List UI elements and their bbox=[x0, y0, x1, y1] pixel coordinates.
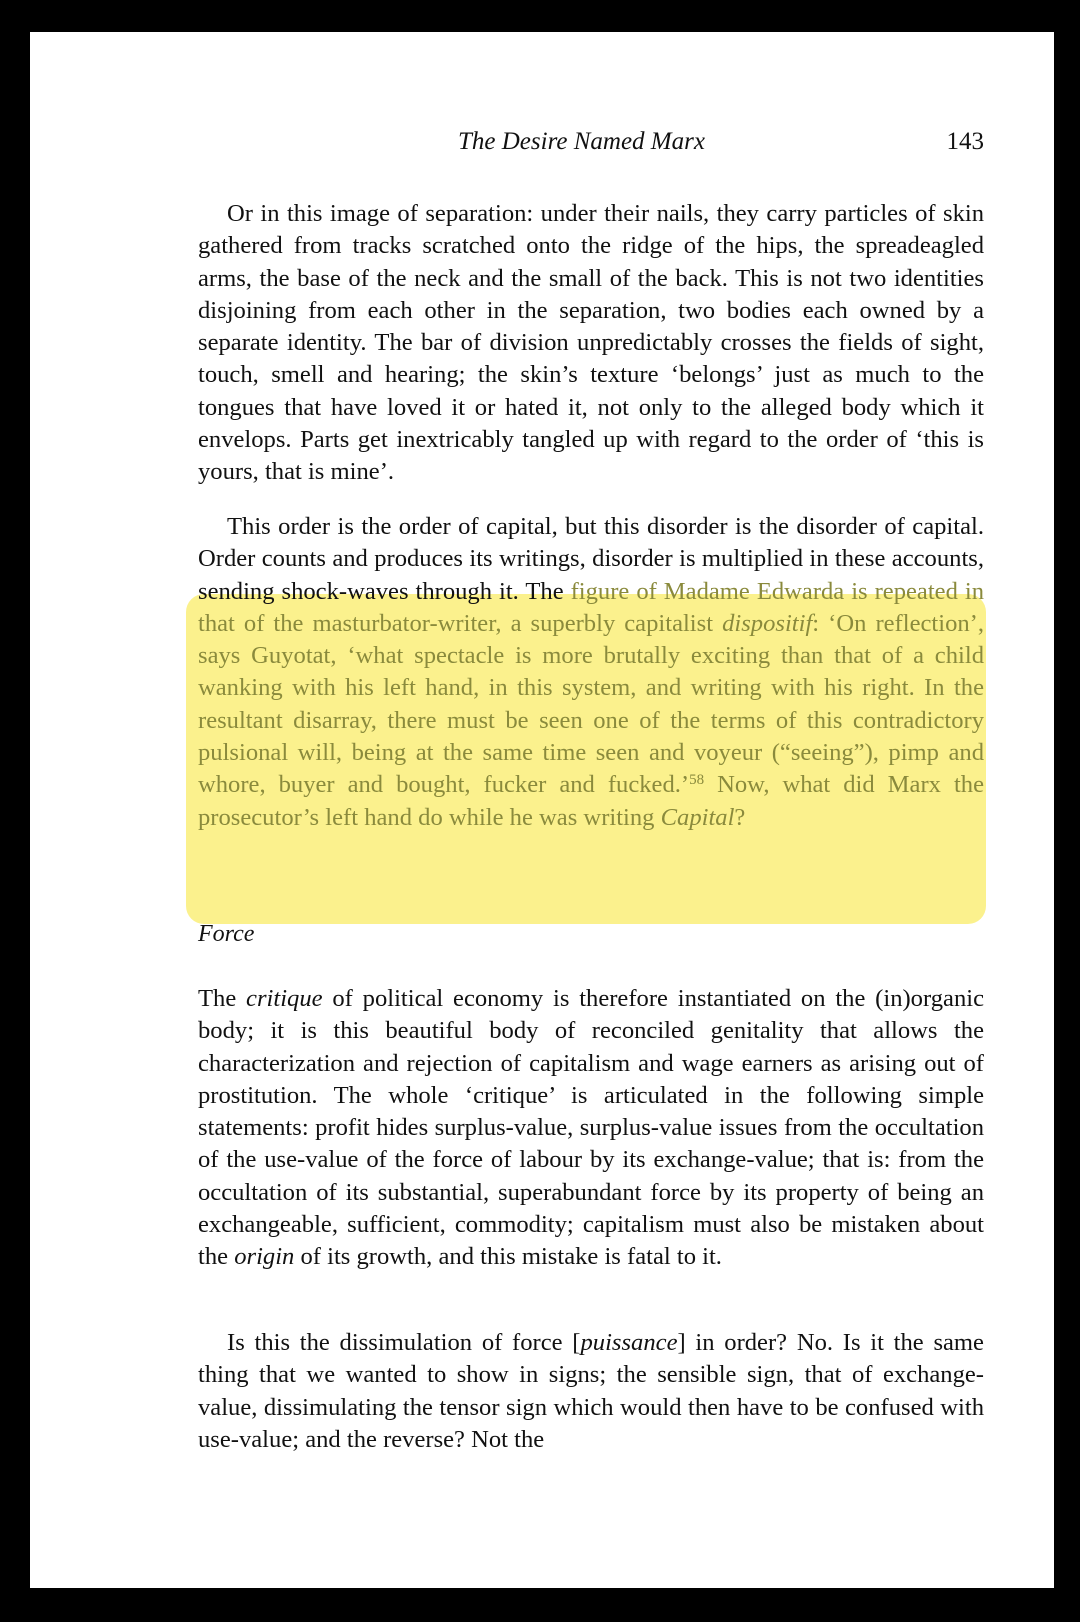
paragraph-order-of-capital bbox=[198, 511, 984, 834]
section-heading: Force bbox=[198, 921, 255, 947]
paragraph-dissimulation bbox=[198, 1327, 984, 1456]
highlighted-text-part: : ‘On reflection’, says Guyotat, ‘what spectacle is more brutally exciting than that of a child wanking with his left hand, in this system, and writing with his right. In the resultant disarray, there must be seen one of the terms of this contradictory pulsional will, being at the same time seen and voyeur (“seeing”), pimp and whore, buyer and bought, fucker and fucked.’ bbox=[198, 609, 985, 799]
page-number: 143 bbox=[946, 128, 984, 155]
paragraph-text: ] in order? No. Is it the same thing that we wanted to show in signs; the sensible sign, that of exchange-value, dissimulating the tensor sign which would then have to be confused with use-value; and the reverse? Not the bbox=[198, 1329, 984, 1453]
running-title: The Desire Named Marx bbox=[458, 128, 705, 155]
paragraph-text: The bbox=[198, 985, 247, 1012]
highlighted-text-part: ? bbox=[734, 803, 746, 831]
highlighted-text[interactable] bbox=[198, 578, 984, 831]
paragraph-separation: Or in this image of separation: under their nails, they carry particles of skin gathered from tracks scratched onto the ridge of the hips, the spreadeagled arms, the base of the neck and the small of the back. This is not two identities disjoining from each other in the separation, two bodies each owned by a separate identity. The bar of division unpredictably crosses the fields of sight, touch, smell and hearing; the skin’s texture ‘belongs’ just as much to the tongues that have loved it or hated it, not only to the alleged body which it envelops. Parts get inextricably tangled up with regard to the order of ‘this is yours, that is mine’. bbox=[198, 200, 984, 486]
highlighted-text-part: figure of Madame Edwarda is repeated in that of the masturbator-writer, a superbly capitalist bbox=[198, 577, 985, 637]
highlighted-text-part: Now, what did Marx the prosecutor’s left hand do while he was writing bbox=[198, 771, 984, 831]
italic-title: Capital bbox=[660, 803, 735, 831]
paragraph-text: Is this the dissimulation of force [ bbox=[227, 1329, 581, 1356]
book-page bbox=[30, 32, 1054, 1588]
paragraph-text: This order is the order of capital, but this disorder is the disorder of capital. Order counts and produces its writings, disorder is multiplied in these accounts, sending shock-waves through it. The bbox=[198, 513, 984, 605]
paragraph-text: of its growth, and this mistake is fatal to it. bbox=[294, 1243, 722, 1271]
italic-term: origin bbox=[234, 1243, 295, 1271]
paragraph-text: of political economy is therefore instantiated on the (in)organic body; it is this beautiful body of reconciled genitality that allows the characterization and rejection of capitalism and wage earners as arising out of prostitution. The whole ‘critique’ is articulated in the following simple statements: profit hides surplus-value, surplus-value issues from the occultation of the use-value of the force of labour by its exchange-value; that is: from the occultation of its substantial, superabundant force by its property of being an exchangeable, sufficient, commodity; capitalism must also be mistaken about the bbox=[198, 985, 984, 1271]
italic-term: dispositif bbox=[722, 609, 813, 637]
italic-term: puissance bbox=[580, 1329, 678, 1356]
paragraph-critique bbox=[198, 983, 984, 1274]
running-head bbox=[198, 122, 984, 162]
italic-term: critique bbox=[246, 985, 323, 1012]
footnote-marker: 58 bbox=[689, 772, 705, 789]
